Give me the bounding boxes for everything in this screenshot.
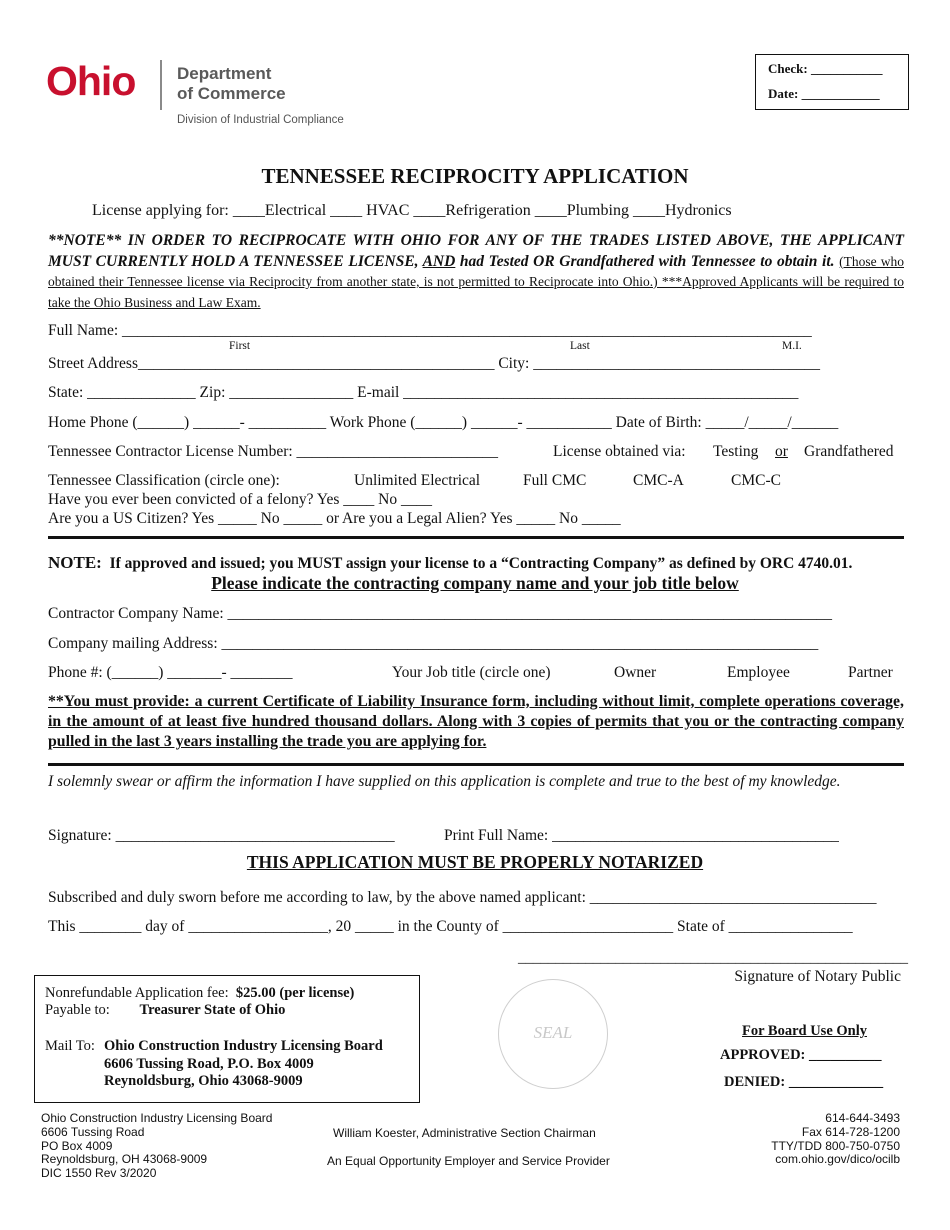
footer-right: [771, 1112, 900, 1167]
signature-field[interactable]: Signature: ____________________________________: [48, 827, 395, 844]
full-name-field[interactable]: Full Name: _________________________________________________________________________________________: [48, 322, 812, 339]
note-and: AND: [422, 252, 456, 270]
company-note-text: If approved and issued; you MUST assign your license to a “Contracting Company” as defined by ORC 4740.01.: [109, 555, 853, 572]
felony-question[interactable]: Have you ever been convicted of a felony? Yes ____ No ____: [48, 491, 432, 508]
board-use-title: For Board Use Only: [742, 1023, 867, 1039]
citizen-question[interactable]: Are you a US Citizen? Yes _____ No _____ or Are you a Legal Alien? Yes _____ No _____: [48, 510, 621, 527]
license-via-label: License obtained via:: [553, 443, 686, 460]
mail-line-2: 6606 Tussing Road, P.O. Box 4009: [104, 1056, 314, 1072]
state-zip-email-field[interactable]: State: ______________ Zip: ________________ E-mail ___________________________________________________: [48, 384, 799, 401]
license-via-or: or: [775, 443, 788, 460]
note-bold: **NOTE** IN ORDER TO RECIPROCATE WITH OHIO FOR ANY OF THE TRADES LISTED ABOVE, THE APPLICANT MUST CURRENTLY HOLD A TENNESSEE LICENSE,: [48, 232, 904, 270]
footer-left: [41, 1112, 272, 1181]
page-title: TENNESSEE RECIPROCITY APPLICATION: [261, 164, 689, 188]
subscribed-field[interactable]: Subscribed and duly sworn before me according to law, by the above named applicant: _____________________________________: [48, 889, 877, 906]
board-denied: DENIED: _____________: [724, 1074, 884, 1090]
footer-chairman: William Koester, Administrative Section Chairman: [333, 1126, 596, 1140]
mail-line-3: Reynoldsburg, Ohio 43068-9009: [104, 1073, 303, 1089]
tn-license-field[interactable]: Tennessee Contractor License Number: __________________________: [48, 443, 499, 460]
job-option[interactable]: Employee: [727, 664, 790, 681]
footer-left-line: PO Box 4009: [41, 1138, 113, 1153]
company-note-label: NOTE:: [48, 553, 102, 572]
footer-phone: 614-644-3493: [825, 1111, 900, 1125]
notary-signature-label: Signature of Notary Public: [734, 968, 901, 985]
payable-value: Treasurer State of Ohio: [139, 1002, 286, 1018]
company-indicate: Please indicate the contracting company name and your job title below: [211, 573, 739, 593]
license-type-line[interactable]: License applying for: ____Electrical ____ HVAC ____Refrigeration ____Plumbing ____Hydronics: [92, 202, 732, 219]
fee-label: Nonrefundable Application fee:: [45, 985, 229, 1001]
class-option[interactable]: Unlimited Electrical: [354, 472, 481, 489]
notarized-heading: THIS APPLICATION MUST BE PROPERLY NOTARIZED: [246, 852, 704, 872]
payable-label: Payable to:: [45, 1002, 110, 1018]
footer-left-line: 6606 Tussing Road: [41, 1124, 145, 1139]
fee-value: $25.00 (per license): [235, 985, 355, 1001]
footer-website[interactable]: com.ohio.gov/dico/ocilb: [775, 1152, 900, 1167]
fee-row: [45, 985, 354, 1002]
check-field[interactable]: Check: ___________: [768, 61, 883, 76]
company-phone-field[interactable]: Phone #: (______) _______- ________: [48, 664, 293, 681]
classification-label: Tennessee Classification (circle one):: [48, 472, 280, 489]
section-divider: [48, 536, 904, 539]
sub-last: Last: [570, 340, 590, 352]
footer-left-line: Reynoldsburg, OH 43068-9009: [41, 1152, 208, 1167]
phones-dob-field[interactable]: Home Phone (______) ______- __________ Work Phone (______) ______- ___________ Date of Birth: _____/_____/______: [48, 414, 839, 431]
logo-ohio-text: Ohio: [46, 58, 136, 104]
job-option[interactable]: Owner: [614, 664, 657, 681]
oath-text: I solemnly swear or affirm the information I have supplied on this application is complete and true to the best of my knowledge.: [48, 773, 841, 790]
print-name-field[interactable]: Print Full Name: _____________________________________: [444, 827, 839, 844]
logo-divider: [160, 60, 162, 110]
footer-equal-opportunity: An Equal Opportunity Employer and Service Provider: [327, 1154, 610, 1168]
class-option[interactable]: CMC-C: [731, 472, 781, 489]
payable-row: [45, 1002, 285, 1019]
footer-fax: Fax 614-728-1200: [801, 1124, 900, 1139]
company-note: [48, 553, 852, 573]
insurance-requirement: **You must provide: a current Certificate of Liability Insurance form, including without limit, complete operations coverage, in the amount of at least five hundred thousand dollars. Along with 3 copies of permits that you or the contracting company pulled in the last 3 years installing the trade you are applying for.: [48, 693, 904, 750]
street-city-field[interactable]: Street Address______________________________________________ City: _____________________________________: [48, 355, 820, 372]
sub-mi: M.I.: [782, 340, 802, 352]
logo-division: Division of Industrial Compliance: [177, 114, 344, 126]
notary-signature-line[interactable]: ____________________________________________________: [518, 950, 908, 966]
reciprocity-note: [48, 231, 904, 313]
seal-label: SEAL: [533, 1023, 573, 1042]
note-underlined: (Those who obtained their Tennessee license via Reciprocity from another state, is not permitted to Reciprocate into Ohio.) ***Approved Applicants will be required to take the Ohio Business and Law Exam.: [48, 253, 904, 310]
footer-left-line: Ohio Construction Industry Licensing Board: [41, 1111, 273, 1125]
ohio-logo: [46, 58, 356, 133]
this-day-field[interactable]: This ________ day of __________________, 20 _____ in the County of ______________________ State of ________________: [48, 918, 853, 935]
logo-dept-line1: Department: [177, 64, 272, 83]
company-mailing-field[interactable]: Company mailing Address: _____________________________________________________________________________: [48, 635, 819, 652]
note-bold-2: had Tested OR Grandfathered with Tennessee to obtain it.: [455, 252, 835, 270]
class-option[interactable]: Full CMC: [523, 472, 587, 489]
company-name-field[interactable]: Contractor Company Name: ______________________________________________________________________________: [48, 605, 832, 622]
class-option[interactable]: CMC-A: [633, 472, 684, 489]
mail-label: Mail To:: [45, 1038, 95, 1054]
mail-line-1: Ohio Construction Industry Licensing Board: [104, 1038, 383, 1054]
notary-seal: [498, 979, 608, 1089]
logo-dept-line2: of Commerce: [177, 84, 286, 103]
footer-left-line: DIC 1550 Rev 3/2020: [41, 1166, 157, 1181]
license-via-testing[interactable]: Testing: [713, 443, 759, 460]
fee-box: [34, 975, 420, 1103]
board-approved: APPROVED: __________: [720, 1047, 882, 1063]
footer-tty: TTY/TDD 800-750-0750: [771, 1138, 900, 1153]
job-title-label: Your Job title (circle one): [392, 664, 551, 681]
section-divider: [48, 763, 904, 766]
license-via-grandfathered[interactable]: Grandfathered: [804, 443, 894, 460]
sub-first: First: [229, 340, 251, 352]
job-option[interactable]: Partner: [848, 664, 893, 681]
date-field[interactable]: Date: ____________: [768, 86, 880, 101]
check-date-box: [755, 54, 909, 110]
